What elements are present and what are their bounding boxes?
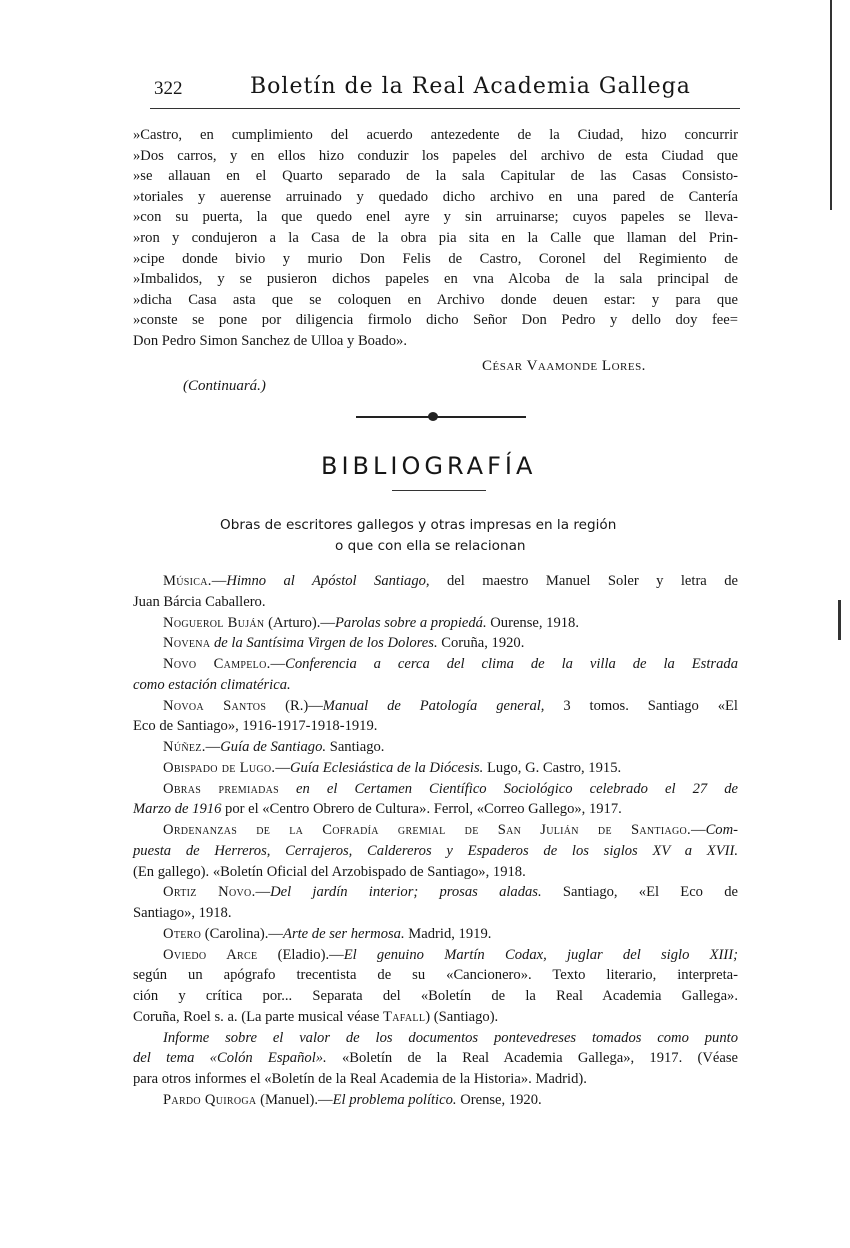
bibliography-entry-line (163, 571, 738, 591)
page-number: 322 (154, 78, 183, 99)
entry-text: de la Santísima Virgen de los Dolores. (210, 635, 438, 652)
bibliography-entry-line (133, 965, 738, 985)
bibliography-entry-line (133, 986, 738, 1006)
bibliography-entry-line (163, 882, 738, 902)
entry-text: Coruña, Roel s. a. (La parte musical véase (133, 1008, 384, 1025)
section-title-rule (392, 490, 486, 491)
margin-scan-line (830, 0, 832, 210)
entry-text: Juan Bárcia Caballero. (133, 593, 266, 610)
entry-text: Oviedo Arce (163, 946, 258, 963)
entry-text: Otero (163, 925, 202, 942)
entry-text: Obispado de Lugo. (163, 759, 276, 776)
quote-line: »Castro, en cumplimiento del acuerdo antezedente de la Ciudad, hizo concurrir (133, 127, 738, 143)
entry-text: Conferencia a cerca del clima de la villa de la Estrada (285, 656, 738, 672)
bibliography-entry-line (163, 654, 738, 674)
bibliography-entry-line (133, 1007, 738, 1027)
bibliography-entry-line (163, 613, 738, 633)
entry-text: ) (Santiago). (425, 1008, 499, 1025)
bibliography-entry-line (133, 841, 738, 861)
entry-text: ción y crítica por... Separata del «Boletín de la Real Academia Gallega». (133, 988, 738, 1004)
entry-text: «Boletín de la Real Academia Gallega», 1917. (Véase (326, 1050, 738, 1067)
entry-text: Himno al Apóstol Santiago, (226, 573, 430, 589)
entry-text: (Eladio).— (257, 946, 344, 963)
entry-text: Eco de Santiago», 1916-1917-1918-1919. (133, 718, 378, 735)
entry-text: Parolas sobre a propiedá. (334, 614, 487, 631)
entry-text: Com- (705, 822, 738, 838)
entry-text: (R.)— (266, 697, 323, 714)
entry-text: 3 tomos. Santiago «El (544, 697, 738, 714)
entry-text: en el Certamen Científico Sociológico celebrado el 27 de (279, 780, 738, 797)
continued-note: (Continuará.) (183, 378, 266, 394)
margin-scan-mark (838, 600, 841, 640)
quote-line: »Imbalidos, y se pusieron dichos papeles en vna Alcoba de la sala principal de (133, 271, 738, 288)
entry-text: por el «Centro Obrero de Cultura». Ferrol, «Correo Gallego», 1917. (221, 801, 622, 818)
entry-text: del maestro Manuel Soler y letra de (429, 573, 738, 589)
entry-text: Guía de Santiago. (220, 739, 327, 755)
bibliography-entry-line (133, 903, 738, 923)
entry-text: — (205, 739, 221, 755)
bibliography-entry-line (163, 1028, 738, 1048)
entry-text: (En gallego). «Boletín Oficial del Arzobispado de Santiago», 1918. (133, 863, 526, 880)
bibliography-entry-line (163, 924, 738, 944)
quote-line: »conste se pone por diligencia firmolo dicho Señor Don Pedro y dello doy fee= (133, 312, 738, 329)
entry-text: Obras premiadas (163, 780, 279, 797)
entry-text: Orense, 1920. (456, 1091, 542, 1108)
entry-text: — (275, 759, 290, 776)
entry-text: Novena (163, 635, 211, 652)
entry-text: Novo Campelo. (163, 656, 271, 672)
entry-text: Ordenanzas de la Cofradía gremial de San Julián de Santiago. (163, 822, 691, 838)
entry-text: Coruña, 1920. (437, 635, 525, 652)
quote-line: »cipe donde bivio y murio Don Felis de Castro, Coronel del Regimiento de (133, 250, 738, 267)
bibliography-entry-line (163, 633, 738, 653)
running-header (150, 74, 740, 109)
quote-line: »Dos carros, y en ellos hizo conduzir los papeles del archivo de esta Ciudad que (133, 147, 738, 164)
entry-text: Santiago, «El Eco de (541, 884, 738, 901)
entry-text: — (211, 573, 227, 589)
entry-text: según un apógrafo trecentista de su «Cancionero». Texto literario, interpreta- (133, 967, 738, 984)
entry-text: Madrid, 1919. (404, 925, 492, 942)
entry-text: Tafall (383, 1008, 426, 1025)
entry-text: Música. (163, 573, 212, 589)
quote-line: Don Pedro Simon Sanchez de Ulloa y Boado». (133, 333, 407, 349)
entry-text: Arte de ser hermosa. (283, 925, 405, 942)
quote-line: »toriales y auerense arruinado y quedado dicho archivo en una pared de Cantería (133, 188, 738, 205)
bibliography-entry-line (163, 1090, 738, 1110)
section-title: BIBLIOGRAFÍA (321, 452, 537, 480)
entry-text: Marzo de 1916 (133, 801, 222, 818)
bibliography-entry-line (163, 779, 738, 799)
entry-text: El problema político. (332, 1091, 457, 1108)
section-divider-ornament (428, 412, 438, 421)
entry-text: Santiago», 1918. (133, 905, 232, 921)
bibliography-entry-line (133, 799, 738, 819)
entry-text: — (270, 656, 286, 672)
entry-text: Novoa Santos (163, 697, 267, 714)
bibliography-entry-line (133, 1069, 738, 1089)
bibliography-entry-line (133, 716, 738, 736)
bibliography-entry-line (163, 696, 738, 716)
quote-line: »ron y condujeron a la Casa de la obra pia sita en la Calle que llaman del Prin- (133, 230, 738, 246)
entry-text: (Manuel).— (256, 1091, 333, 1108)
entry-text: (Arturo).— (264, 614, 335, 631)
entry-text: Ourense, 1918. (486, 614, 580, 631)
entry-text: — (255, 884, 271, 901)
entry-text: Manual de Patología general, (322, 697, 545, 714)
quote-line: »dicha Casa asta que se coloquen en Archivo donde deuen estar: y para que (133, 291, 738, 308)
entry-text: del tema «Colón Español». (133, 1050, 327, 1067)
section-divider-line (356, 416, 526, 418)
section-subtitle-line-1: Obras de escritores gallegos y otras impresas en la región (220, 517, 617, 533)
article-author-signature: César Vaamonde Lores. (482, 358, 646, 374)
entry-text: (Carolina).— (201, 925, 284, 942)
journal-title: Boletín de la Real Academia Gallega (250, 74, 691, 99)
entry-text: Informe sobre el valor de los documentos pontevedreses tomados como punto (163, 1029, 738, 1046)
entry-text: Del jardín interior; prosas aladas. (270, 884, 542, 901)
bibliography-entry-line (163, 945, 738, 965)
entry-text: Ortiz Novo. (163, 884, 256, 901)
section-subtitle-line-2: o que con ella se relacionan (335, 538, 526, 554)
entry-text: Noguerol Buján (163, 614, 265, 631)
entry-text: Guía Eclesiástica de la Diócesis. (289, 759, 484, 776)
bibliography-entry-line (133, 675, 738, 695)
bibliography-entry-line (133, 862, 738, 882)
entry-text: — (690, 822, 706, 838)
quote-line: »con su puerta, la que quedo enel ayre y sin arruinarse; cuyos papeles se lleva- (133, 209, 738, 226)
entry-text: como estación climatérica. (133, 676, 291, 693)
quote-line: »se allauan en el Quarto separado de la sala Capitular de las Casas Consisto- (133, 168, 738, 185)
bibliography-entry-line (163, 820, 738, 840)
entry-text: Santiago. (326, 739, 385, 755)
entry-text: El genuino Martín Codax, juglar del siglo XIII; (343, 946, 738, 963)
entry-text: Núñez. (163, 739, 206, 755)
entry-text: Pardo Quiroga (163, 1091, 257, 1108)
entry-text: Lugo, G. Castro, 1915. (483, 759, 622, 776)
entry-text: puesta de Herreros, Cerrajeros, Caldereros y Espaderos de los siglos XV a XVII. (133, 842, 738, 859)
entry-text: para otros informes el «Boletín de la Real Academia de la Historia». Madrid). (133, 1071, 587, 1087)
bibliography-entry-line (163, 758, 738, 778)
bibliography-entry-line (163, 737, 738, 757)
bibliography-entry-line (133, 1048, 738, 1068)
bibliography-entry-line (133, 592, 738, 612)
